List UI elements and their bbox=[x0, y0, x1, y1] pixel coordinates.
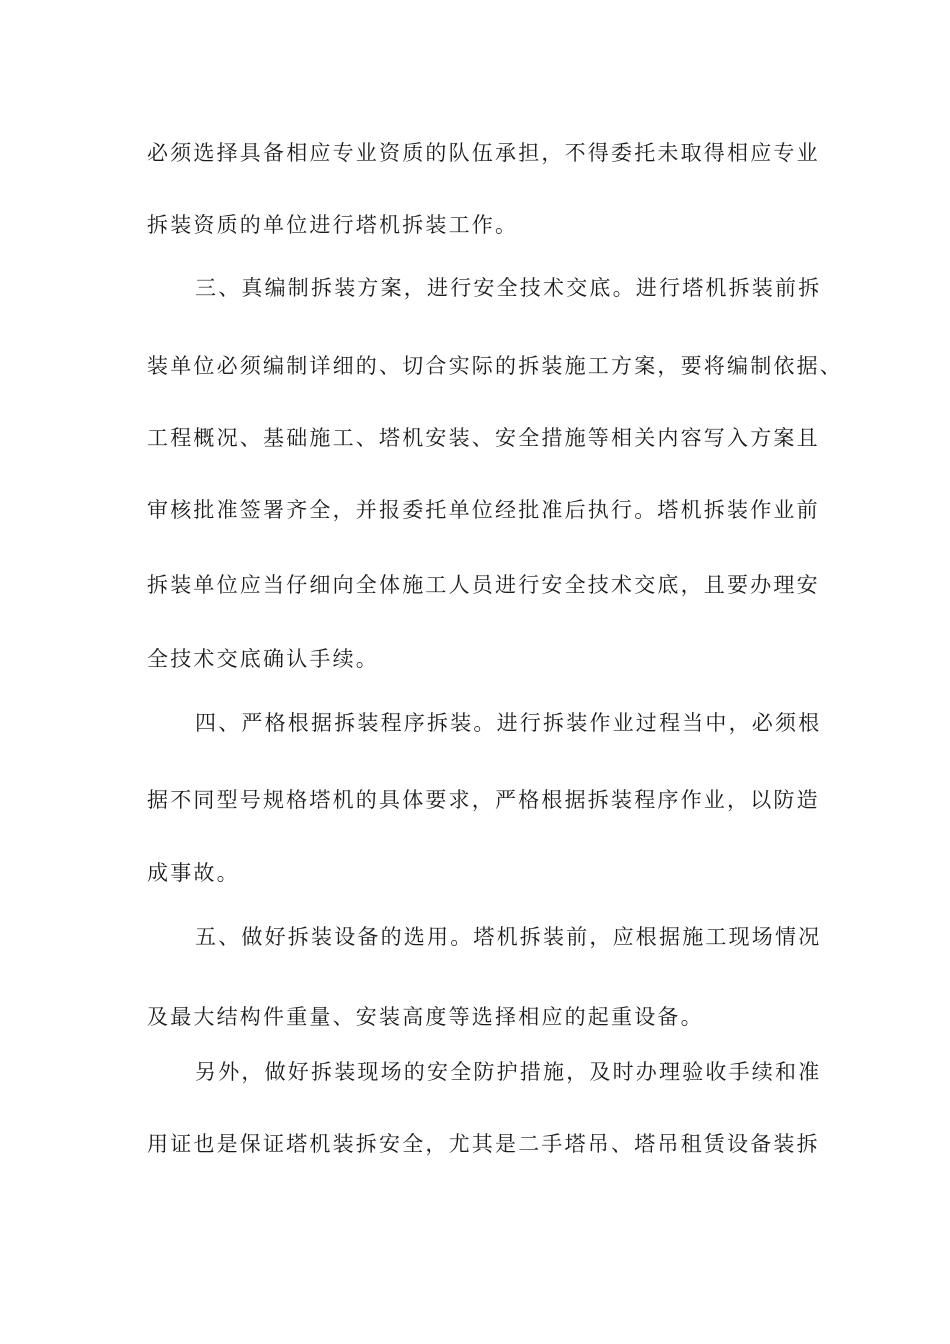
text-line-4: 装单位必须编制详细的、切合实际的拆装施工方案，要将编制依据、 bbox=[147, 354, 843, 378]
text-line-9: 四、严格根据拆装程序拆装。进行拆装作业过程当中，必须根 bbox=[195, 711, 822, 735]
text-line-11: 成事故。 bbox=[147, 861, 240, 885]
text-line-8: 全技术交底确认手续。 bbox=[147, 647, 379, 671]
text-line-14: 另外，做好拆装现场的安全防护措施，及时办理验收手续和准 bbox=[195, 1060, 822, 1084]
text-line-10: 据不同型号规格塔机的具体要求，严格根据拆装程序作业，以防造 bbox=[147, 788, 820, 812]
text-line-5: 工程概况、基础施工、塔机安装、安全措施等相关内容写入方案且 bbox=[147, 426, 820, 450]
text-line-2: 拆装资质的单位进行塔机拆装工作。 bbox=[147, 213, 519, 237]
text-line-1: 必须选择具备相应专业资质的队伍承担，不得委托未取得相应专业 bbox=[147, 141, 820, 165]
text-line-3: 三、真编制拆装方案，进行安全技术交底。进行塔机拆装前拆 bbox=[195, 276, 822, 300]
text-line-12: 五、做好拆装设备的选用。塔机拆装前，应根据施工现场情况 bbox=[195, 925, 822, 949]
text-line-15: 用证也是保证塔机装拆安全，尤其是二手塔吊、塔吊租赁设备装拆 bbox=[147, 1132, 820, 1156]
text-line-6: 审核批准签署齐全，并报委托单位经批准后执行。塔机拆装作业前 bbox=[147, 498, 820, 522]
text-line-7: 拆装单位应当仔细向全体施工人员进行安全技术交底，且要办理安 bbox=[147, 573, 820, 597]
text-line-13: 及最大结构件重量、安装高度等选择相应的起重设备。 bbox=[147, 1005, 704, 1029]
